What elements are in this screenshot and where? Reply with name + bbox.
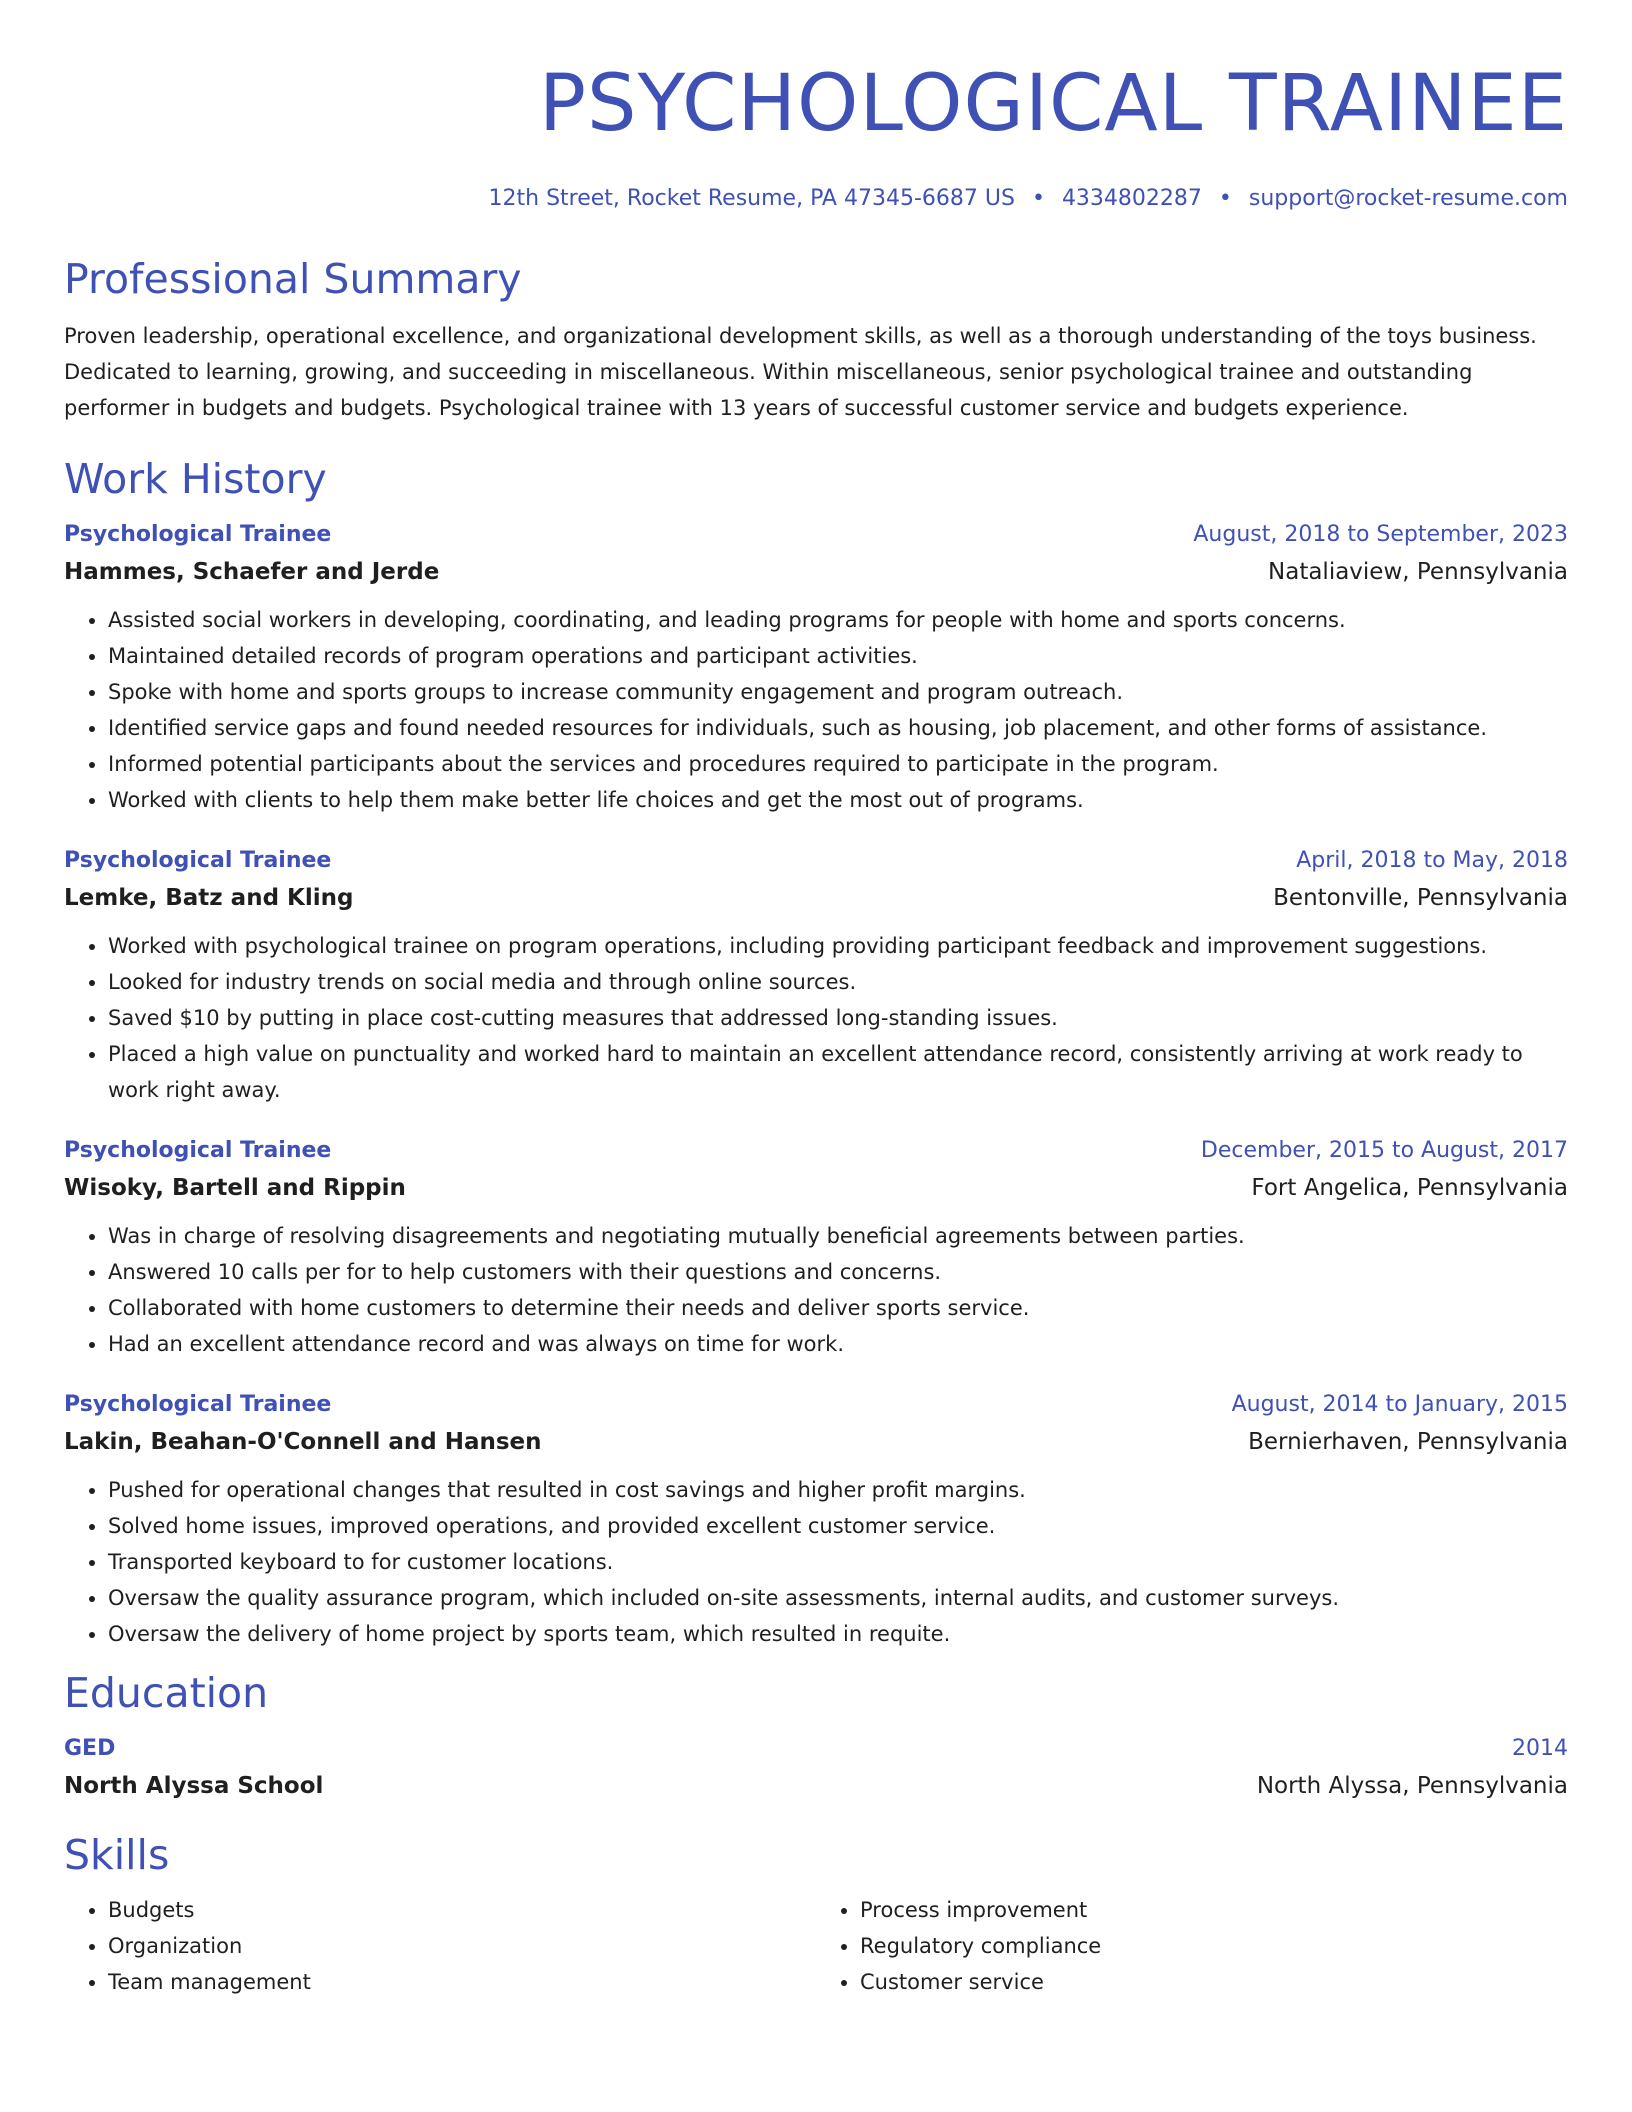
job-entry — [64, 844, 1568, 1108]
job-bullet: • Placed a high value on punctuality and worked hard to maintain an excellent attendance record, consistently arriving at work ready to work right away. — [108, 1036, 1568, 1108]
skills-list-right — [816, 1892, 1568, 2000]
job-bullets — [64, 602, 1568, 818]
job-company-row — [64, 552, 1568, 592]
education-school: North Alyssa School — [64, 1773, 324, 1799]
job-bullet: • Worked with clients to help them make better life choices and get the most out of programs. — [108, 782, 1568, 818]
job-company: Wisoky, Bartell and Rippin — [64, 1175, 406, 1201]
job-company-row — [64, 1422, 1568, 1462]
job-bullet: • Looked for industry trends on social media and through online sources. — [108, 964, 1568, 1000]
job-entry — [64, 1134, 1568, 1362]
job-title-row — [64, 844, 1568, 878]
job-bullet: • Pushed for operational changes that resulted in cost savings and higher profit margins. — [108, 1472, 1568, 1508]
job-bullets — [64, 928, 1568, 1108]
job-title-row — [64, 1388, 1568, 1422]
job-bullets — [64, 1218, 1568, 1362]
job-bullet: • Transported keyboard to for customer locations. — [108, 1544, 1568, 1580]
job-title: Psychological Trainee — [64, 1392, 332, 1417]
job-dates: December, 2015 to August, 2017 — [1200, 1138, 1568, 1163]
contact-separator: • — [1031, 186, 1045, 211]
job-bullet: • Solved home issues, improved operations, and provided excellent customer service. — [108, 1508, 1568, 1544]
job-bullets — [64, 1472, 1568, 1652]
skill-item: • Regulatory compliance — [860, 1928, 1568, 1964]
job-title: Psychological Trainee — [64, 522, 332, 547]
job-bullet: • Oversaw the quality assurance program, which included on-site assessments, internal audits, and customer surveys. — [108, 1580, 1568, 1616]
contact-phone: 4334802287 — [1061, 186, 1202, 211]
education-year: 2014 — [1512, 1736, 1568, 1761]
education-degree: GED — [64, 1736, 116, 1761]
job-company-row — [64, 878, 1568, 918]
job-company: Hammes, Schaefer and Jerde — [64, 559, 440, 585]
job-entry — [64, 518, 1568, 818]
skills-heading: Skills — [64, 1831, 170, 1879]
education-section — [64, 1668, 1568, 1806]
job-dates: August, 2018 to September, 2023 — [1193, 522, 1568, 547]
education-location: North Alyssa, Pennsylvania — [1256, 1773, 1568, 1799]
job-entry — [64, 1388, 1568, 1652]
job-title-row — [64, 518, 1568, 552]
job-location: Bentonville, Pennsylvania — [1273, 885, 1568, 911]
skill-item: • Budgets — [108, 1892, 816, 1928]
work-history-heading: Work History — [64, 455, 327, 503]
contact-address: 12th Street, Rocket Resume, PA 47345-6687 US — [488, 186, 1015, 211]
job-bullet: • Collaborated with home customers to determine their needs and deliver sports service. — [108, 1290, 1568, 1326]
skill-item: • Customer service — [860, 1964, 1568, 2000]
job-bullet: • Had an excellent attendance record and was always on time for work. — [108, 1326, 1568, 1362]
summary-section — [64, 254, 1568, 426]
contact-separator: • — [1218, 186, 1232, 211]
job-bullet: • Informed potential participants about the services and procedures required to participate in the program. — [108, 746, 1568, 782]
skills-list-left — [64, 1892, 816, 2000]
job-location: Bernierhaven, Pennsylvania — [1248, 1429, 1568, 1455]
education-school-row — [64, 1766, 1568, 1806]
job-bullet: • Assisted social workers in developing, coordinating, and leading programs for people with home and sports concerns. — [108, 602, 1568, 638]
skills-section — [64, 1830, 1568, 2000]
education-degree-row — [64, 1732, 1568, 1766]
job-bullet: • Oversaw the delivery of home project by sports team, which resulted in requite. — [108, 1616, 1568, 1652]
job-bullet: • Saved $10 by putting in place cost-cutting measures that addressed long-standing issues. — [108, 1000, 1568, 1036]
job-title: Psychological Trainee — [64, 848, 332, 873]
job-company-row — [64, 1168, 1568, 1208]
job-bullet: • Maintained detailed records of program operations and participant activities. — [108, 638, 1568, 674]
job-bullet: • Identified service gaps and found needed resources for individuals, such as housing, job placement, and other forms of assistance. — [108, 710, 1568, 746]
job-location: Nataliaview, Pennsylvania — [1268, 559, 1568, 585]
job-location: Fort Angelica, Pennsylvania — [1251, 1175, 1568, 1201]
candidate-name: PSYCHOLOGICAL TRAINEE — [539, 59, 1568, 149]
summary-text: Proven leadership, operational excellence, and organizational development skills, as well as a thorough understanding of the toys business. Dedicated to learning, growing, and succeeding in miscellaneous. Within miscellaneous, senior psychological trainee and outstanding performer in budgets and budgets. Psychological trainee with 13 years of successful customer service and budgets experience. — [64, 324, 1537, 420]
skill-item: • Team management — [108, 1964, 816, 2000]
job-bullet: • Answered 10 calls per for to help customers with their questions and concerns. — [108, 1254, 1568, 1290]
resume-header — [64, 0, 1568, 214]
contact-line — [64, 184, 1568, 214]
job-bullet: • Was in charge of resolving disagreements and negotiating mutually beneficial agreements between parties. — [108, 1218, 1568, 1254]
skills-columns — [64, 1892, 1568, 2000]
job-title: Psychological Trainee — [64, 1138, 332, 1163]
skill-item: • Process improvement — [860, 1892, 1568, 1928]
job-bullet: • Spoke with home and sports groups to increase community engagement and program outreach. — [108, 674, 1568, 710]
job-company: Lakin, Beahan-O'Connell and Hansen — [64, 1429, 542, 1455]
education-heading: Education — [64, 1669, 269, 1717]
skill-item: • Organization — [108, 1928, 816, 1964]
summary-heading: Professional Summary — [64, 255, 522, 303]
work-history-section — [64, 454, 1568, 1652]
job-company: Lemke, Batz and Kling — [64, 885, 354, 911]
contact-email[interactable]: support@rocket-resume.com — [1248, 186, 1568, 211]
job-dates: August, 2014 to January, 2015 — [1231, 1392, 1568, 1417]
job-bullet: • Worked with psychological trainee on program operations, including providing participant feedback and improvement suggestions. — [108, 928, 1568, 964]
job-title-row — [64, 1134, 1568, 1168]
education-entry — [64, 1732, 1568, 1806]
job-dates: April, 2018 to May, 2018 — [1296, 848, 1568, 873]
